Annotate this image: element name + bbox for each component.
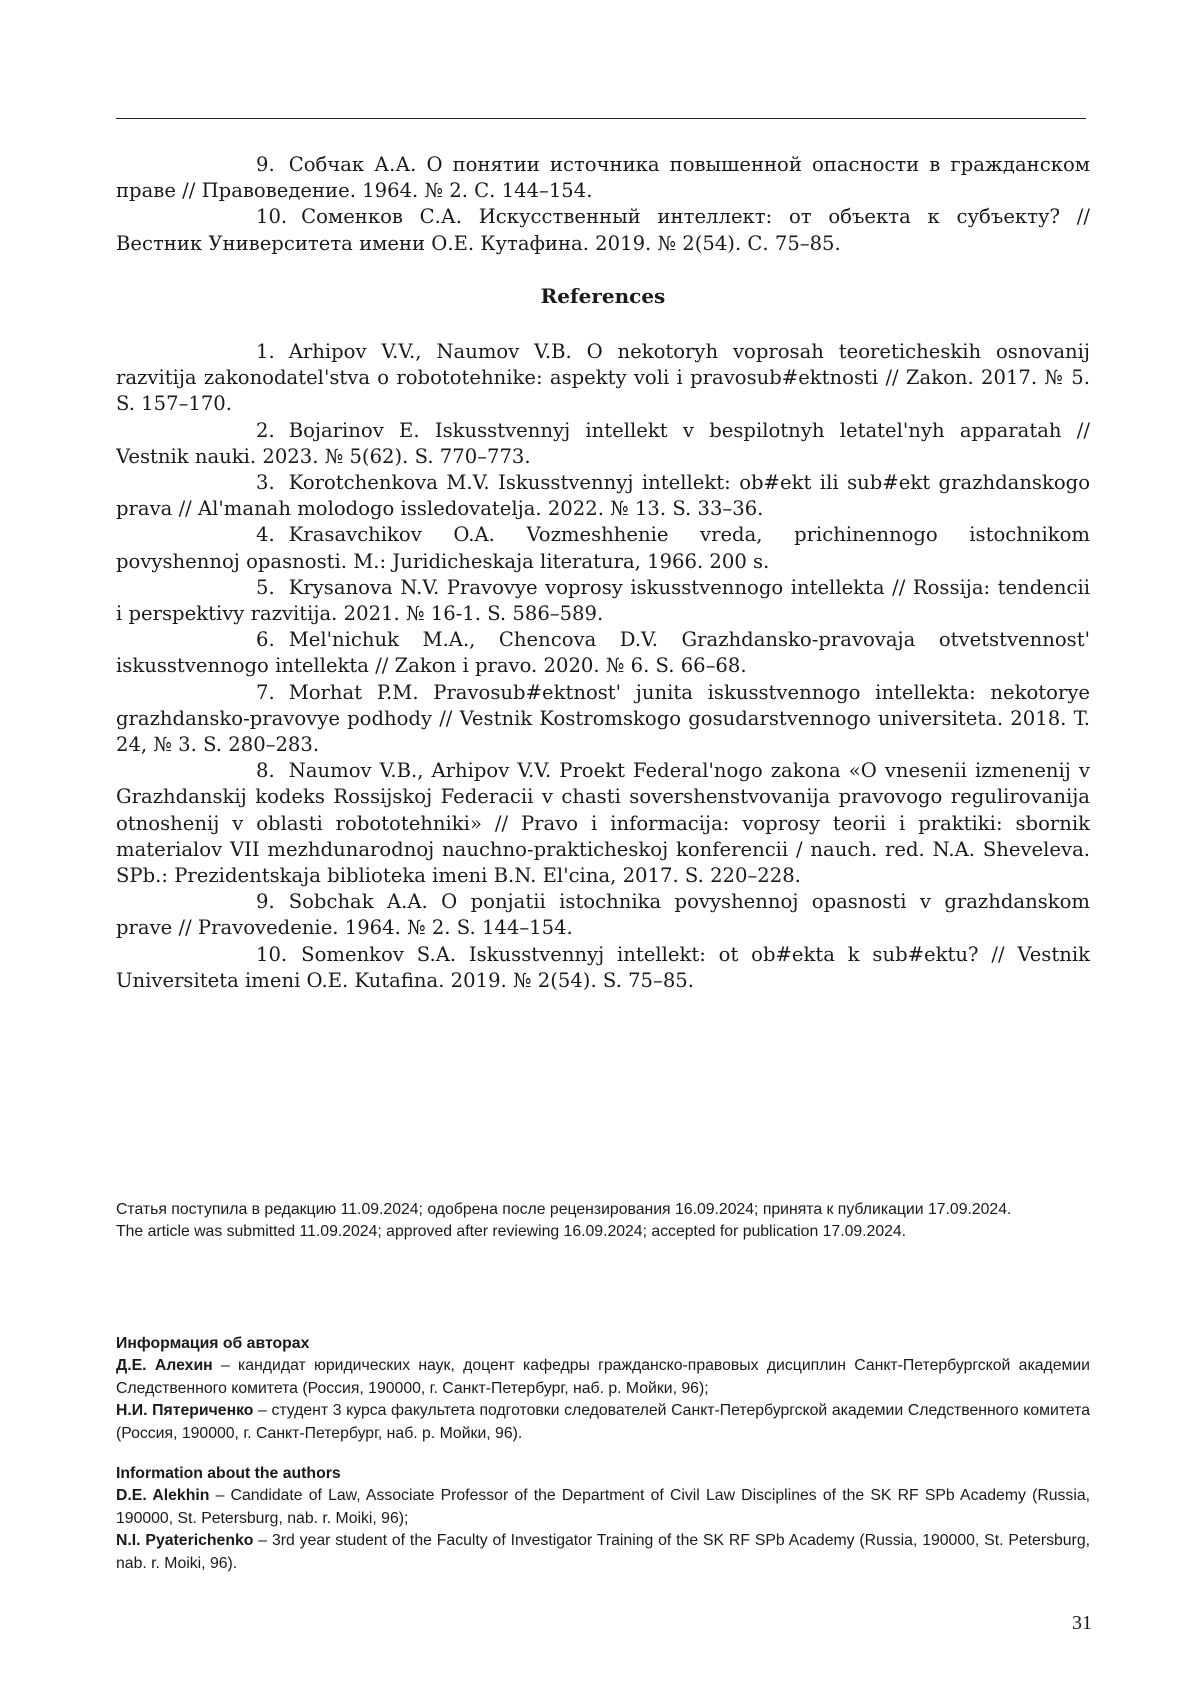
reference-number: 1. — [256, 340, 275, 363]
reference-text: Krasavchikov O.A. Vozmeshhenie vreda, prichinennogo istochnikom povyshennoj opasnosti. M.: Juridicheskaja literatura, 1966. 200 s. — [116, 523, 1090, 573]
submission-ru: Статья поступила в редакцию 11.09.2024; одобрена после рецензирования 16.09.2024; принята к публикации 17.09.2024. — [116, 1201, 1012, 1218]
reference-number: 4. — [256, 523, 275, 547]
authors-info-ru — [116, 1333, 1090, 1445]
author-name: N.I. Pyaterichenko — [116, 1532, 254, 1550]
reference-text: Somenkov S.A. Iskusstvennyj intellekt: ot ob#ekta k sub#ektu? // Vestnik Universiteta imeni O.E. Kutafina. 2019. № 2(54). S. 75–85. — [116, 942, 1090, 992]
reference-number: 8. — [256, 759, 275, 783]
reference-item — [116, 627, 1090, 679]
reference-number: 5. — [256, 575, 275, 599]
author-entry — [116, 1400, 1090, 1445]
author-entry — [116, 1485, 1090, 1530]
author-details: – кандидат юридических наук, доцент кафедры гражданско-правовых дисциплин Санкт-Петербургской академии Следственного комитета (Россия, 190000, г. Санкт-Петербург, наб. р. Мойки, 96); — [116, 1357, 1090, 1397]
authors-info-title-ru: Информация об авторах — [116, 1335, 310, 1352]
reference-number: 3. — [256, 471, 275, 495]
author-details: – студент 3 курса факультета подготовки следователей Санкт-Петербургской академии Следственного комитета (Россия, 190000, г. Санкт-Петербург, наб. р. Мойки, 96). — [116, 1402, 1090, 1442]
reference-text: Morhat P.M. Pravosub#ektnost' junita iskusstvennogo intellekta: nekotorye grazhdansko-pravovye podhody // Vestnik Kostromskogo gosudarstvennogo universiteta. 2018. T. 24, № 3. S. 280–283. — [116, 680, 1090, 757]
reference-number: 9. — [256, 153, 275, 176]
top-horizontal-rule — [116, 118, 1086, 119]
submission-en: The article was submitted 11.09.2024; approved after reviewing 16.09.2024; accepted for publication 17.09.2024. — [116, 1223, 907, 1241]
reference-item — [116, 152, 1090, 204]
reference-item — [116, 418, 1090, 470]
reference-number: 6. — [256, 628, 275, 652]
authors-info-en — [116, 1463, 1090, 1575]
submission-dates — [116, 1199, 1090, 1244]
reference-item — [116, 942, 1090, 994]
author-entry — [116, 1355, 1090, 1400]
reference-text: Bojarinov E. Iskusstvennyj intellekt v bespilotnyh letatel'nyh apparatah // Vestnik nauki. 2023. № 5(62). S. 770–773. — [116, 418, 1090, 468]
author-details: – 3rd year student of the Faculty of Investigator Training of the SK RF SPb Academy (Russia, 190000, St. Petersburg, nab. r. Moiki, 96). — [116, 1532, 1090, 1572]
reference-text: Naumov V.B., Arhipov V.V. Proekt Federal'nogo zakona «O vnesenii izmenenij v Grazhdanskij kodeks Rossijskoj Federacii v chasti sovershenstvovanija pravovogo regulirovanija otnoshenij v oblasti robototehniki» // Pravo i informacija: voprosy teorii i praktiki: sbornik materialov VII mezhdunarodnoj nauchno-prakticheskoj konferencii / nauch. red. N.A. Sheveleva. SPb.: Prezidentskaja biblioteka imeni B.N. El'cina, 2017. S. 220–228. — [116, 759, 1090, 888]
author-details: – Candidate of Law, Associate Professor of the Department of Civil Law Disciplines of the SK RF SPb Academy (Russia, 190000, St. Petersburg, nab. r. Moiki, 96); — [116, 1487, 1090, 1527]
reference-number: 9. — [256, 890, 275, 914]
reference-item — [116, 470, 1090, 522]
reference-text: Korotchenkova M.V. Iskusstvennyj intellekt: ob#ekt ili sub#ekt grazhdanskogo prava // Al'manah molodogo issledovatelja. 2022. № 13. S. 33–36. — [116, 471, 1090, 521]
english-references-list — [116, 339, 1090, 994]
references-heading: References — [540, 284, 666, 308]
reference-number: 7. — [256, 680, 275, 704]
reference-text: Mel'nichuk M.A., Chencova D.V. Grazhdansko-pravovaja otvetstvennost' iskusstvennogo intellekta // Zakon i pravo. 2020. № 6. S. 66–68. — [116, 628, 1090, 678]
reference-item — [116, 204, 1090, 256]
author-entry — [116, 1530, 1090, 1575]
author-name: Н.И. Пятериченко — [116, 1402, 254, 1420]
authors-info-title-en: Information about the authors — [116, 1465, 341, 1482]
reference-text: Соменков С.А. Искусственный интеллект: от объекта к субъекту? // Вестник Университета имени О.Е. Кутафина. 2019. № 2(54). С. 75–85. — [116, 205, 1090, 255]
author-name: D.E. Alekhin — [116, 1487, 210, 1505]
author-name: Д.Е. Алехин — [116, 1357, 213, 1375]
page-number: 31 — [1072, 1612, 1092, 1634]
reference-number: 2. — [256, 418, 275, 442]
reference-number: 10. — [256, 205, 288, 229]
russian-references-list — [116, 152, 1090, 257]
reference-text: Sobchak A.A. O ponjatii istochnika povyshennoj opasnosti v grazhdanskom prave // Pravovedenie. 1964. № 2. S. 144–154. — [116, 890, 1090, 940]
reference-number: 10. — [256, 942, 288, 966]
reference-item — [116, 680, 1090, 759]
reference-text: Собчак А.А. О понятии источника повышенной опасности в гражданском праве // Правоведение. 1964. № 2. С. 144–154. — [116, 153, 1090, 203]
reference-item — [116, 575, 1090, 627]
reference-item — [116, 889, 1090, 941]
reference-item — [116, 339, 1090, 418]
reference-item — [116, 758, 1090, 889]
reference-item — [116, 522, 1090, 574]
reference-text: Krysanova N.V. Pravovye voprosy iskusstvennogo intellekta // Rossija: tendencii i perspektivy razvitija. 2021. № 16-1. S. 586–589. — [116, 575, 1090, 626]
reference-text: Arhipov V.V., Naumov V.B. O nekotoryh voprosah teoreticheskih osnovanij razvitija zakonodatel'stva o robototehnike: aspekty voli i pravosub#ektnosti // Zakon. 2017. № 5. S. 157–170. — [116, 340, 1090, 416]
